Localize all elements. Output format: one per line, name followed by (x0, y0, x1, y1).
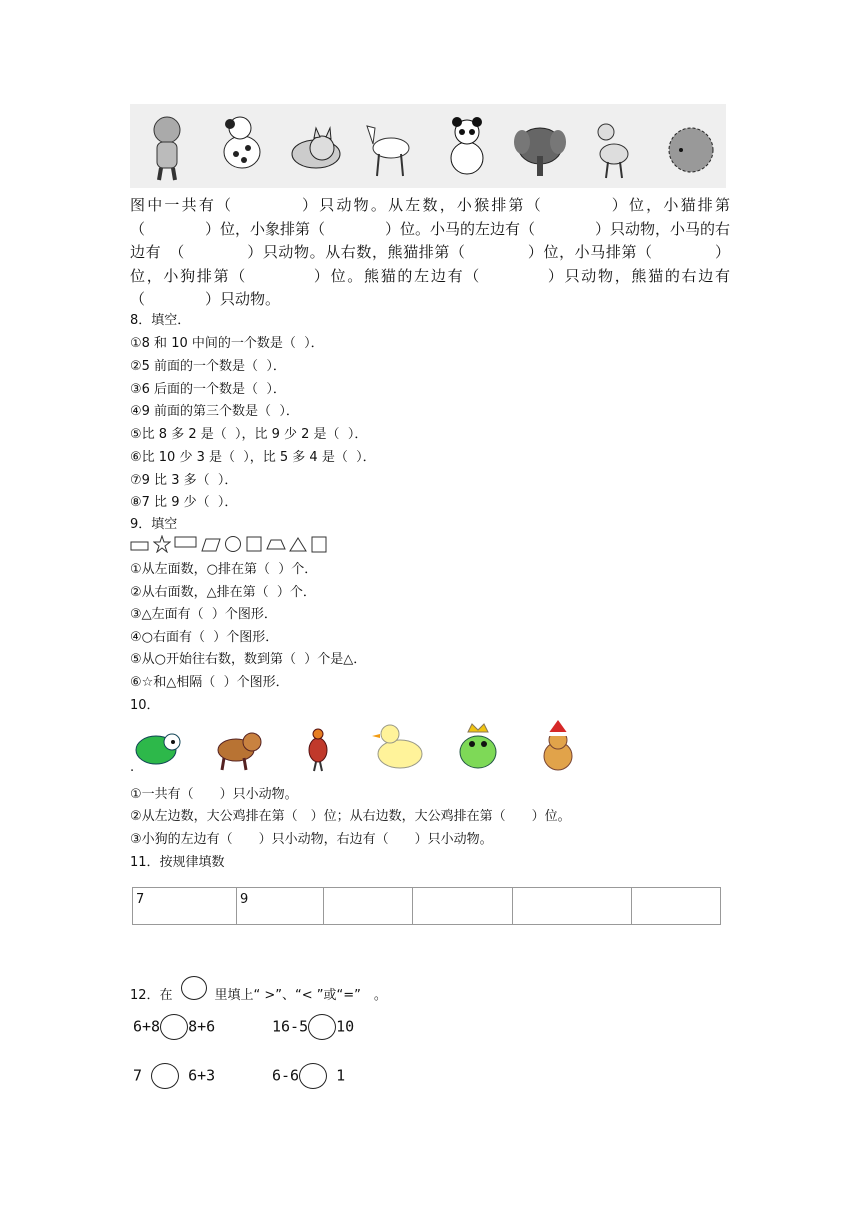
q9-item: ④○右面有（ ）个图形． (130, 630, 279, 645)
q10-dot: . (130, 760, 135, 775)
elephant-icon (510, 110, 570, 182)
q8-item: ③6 后面的一个数是（ ）． (130, 382, 286, 397)
q10-title: 10． (130, 698, 160, 713)
q9-item: ⑤从○开始往右数，数到第（ ）个是△． (130, 652, 367, 667)
q12-prefix: 12．在 (130, 988, 173, 1003)
q9-item: ②从右面数，△排在第（ ）个． (130, 585, 316, 600)
shape-sequence (130, 535, 328, 553)
table-cell[interactable] (513, 888, 632, 925)
parrot-icon (130, 720, 186, 772)
answer-circle-icon (181, 976, 207, 1000)
horse-icon (361, 110, 421, 182)
right-expression: 6+3 (188, 1066, 216, 1085)
animal-ordering-question: 图中一共有（ ）只动物。从左数，小猴排第（ ）位，小猫排第（ ）位，小象排第（ ）位。小马的左边有（ ）只动物，小马的右边有 （ ）只动物。从右数，熊猫排第（ ）位，小马排第（ ）位，小狗排第（ ）位。熊猫的左边有（ ）只动物，熊猫的右边有 （ ）只动物。 (130, 196, 746, 308)
q8-item: ⑤比 8 多 2 是（ ），比 9 少 2 是（ ）． (130, 427, 368, 442)
star-icon (153, 535, 171, 553)
small-animals-row (130, 720, 586, 772)
table-cell: 7 (133, 888, 237, 925)
square-icon (245, 535, 263, 553)
deer-icon (584, 110, 644, 182)
rooster-icon (290, 720, 346, 772)
q8-item: ②5 前面的一个数是（ ）． (130, 359, 286, 374)
table-cell[interactable]: 9 (237, 888, 324, 925)
q10-item: ②从左边数，大公鸡排在第（ ）位；从右边数，大公鸡排在第（ ）位。 (130, 809, 571, 824)
right-expression: 10 (336, 1017, 355, 1036)
q12-title (130, 984, 387, 1003)
rectangle-icon (174, 536, 198, 552)
right-expression: 8+6 (188, 1017, 216, 1036)
pattern-number-table (132, 887, 721, 925)
q9-item: ③△左面有（ ）个图形． (130, 607, 277, 622)
q8-item: ⑦9 比 3 多（ ）． (130, 473, 238, 488)
parallelogram-icon (201, 536, 221, 552)
hedgehog-icon (659, 110, 719, 182)
table-cell[interactable] (324, 888, 413, 925)
compare-row (272, 1014, 354, 1040)
q8-item: ①8 和 10 中间的一个数是（ ）． (130, 336, 324, 351)
right-expression: 1 (336, 1066, 346, 1085)
cat-icon (286, 110, 346, 182)
q8-item: ⑧7 比 9 少（ ）． (130, 495, 238, 510)
panda-icon (435, 110, 495, 182)
q10-item: ③小狗的左边有（ ）只小动物，右边有（ ）只小动物。 (130, 832, 493, 847)
left-expression: 6+8 (133, 1017, 161, 1036)
q9-title: 9．填空 (130, 517, 178, 532)
compare-row (133, 1063, 215, 1089)
dog-icon (212, 110, 272, 182)
answer-circle[interactable] (160, 1014, 188, 1040)
answer-circle[interactable] (151, 1063, 179, 1089)
table-cell[interactable] (632, 888, 721, 925)
compare-row (133, 1014, 215, 1040)
frog-prince-icon (450, 720, 506, 772)
compare-row (272, 1063, 345, 1089)
square-icon (310, 535, 328, 553)
triangle-icon (289, 536, 307, 552)
q8-item: ⑥比 10 少 3 是（ ），比 5 多 4 是（ ）． (130, 450, 376, 465)
q11-title: 11．按规律填数 (130, 855, 225, 870)
dog-icon (210, 720, 266, 772)
answer-circle[interactable] (308, 1014, 336, 1040)
q8-item: ④9 前面的第三个数是（ ）． (130, 404, 299, 419)
left-expression: 7 (133, 1066, 143, 1085)
q10-item: ①一共有（ ）只小动物。 (130, 787, 298, 802)
duck-icon (370, 720, 426, 772)
q9-item: ①从左面数，○排在第（ ）个． (130, 562, 318, 577)
trapezoid-icon (266, 536, 286, 552)
q8-title: 8．填空． (130, 313, 191, 328)
q9-item: ⑥☆和△相隔（ ）个图形． (130, 675, 289, 690)
answer-circle[interactable] (299, 1063, 327, 1089)
animal-picture-strip (130, 104, 726, 188)
q12-suffix: 里填上“ >”、“< ”或“=” 。 (214, 988, 387, 1003)
flat-rectangle-icon (130, 536, 150, 552)
cat-santa-hat-icon (530, 720, 586, 772)
monkey-icon (137, 110, 197, 182)
table-cell[interactable] (413, 888, 513, 925)
circle-icon (224, 535, 242, 553)
left-expression: 6-6 (272, 1066, 300, 1085)
left-expression: 16-5 (272, 1017, 309, 1036)
